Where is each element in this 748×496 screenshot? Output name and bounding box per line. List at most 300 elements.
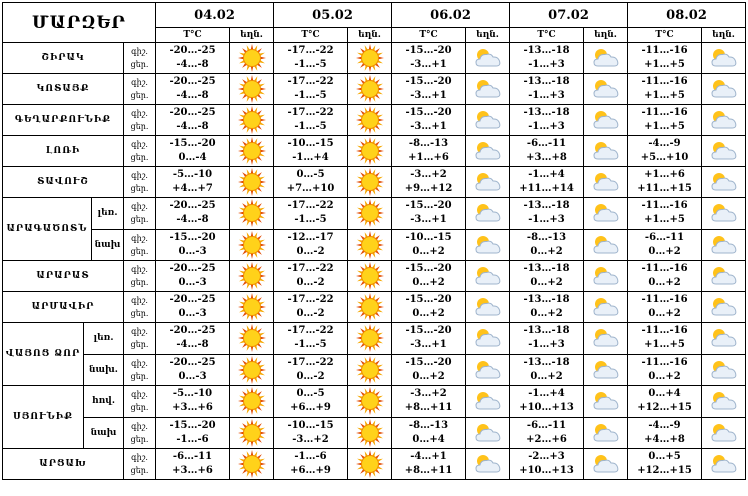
day-temperature: 0…+2: [530, 277, 563, 288]
sun-icon: [230, 167, 274, 198]
table-row: [3, 198, 746, 230]
night-temperature: -17…-22: [287, 294, 334, 305]
sun-icon: [230, 74, 274, 105]
day-temperature: +6…+9: [290, 465, 331, 476]
night-temperature: -20…-25: [169, 45, 216, 56]
partly-cloudy-icon: [584, 386, 628, 418]
region-label: ԱՐՄԱՎԻՐ: [3, 292, 124, 323]
day-temperature: 0…-2: [296, 370, 325, 382]
night-temperature: -15…-20: [405, 45, 452, 56]
temperature-cell: [392, 74, 466, 105]
temperature-cell: [628, 167, 702, 198]
temperature-subheader: T°C: [392, 28, 466, 43]
temperature-cell: [628, 136, 702, 167]
region-label: ԿՈՏԱՅՔ: [3, 74, 124, 105]
subregion-label: լեռ.: [93, 333, 114, 344]
day-temperature: +1…+5: [644, 214, 685, 226]
day-temperature: +2…+6: [526, 433, 567, 445]
partly-cloudy-icon: [466, 43, 510, 74]
sun-icon: [348, 167, 392, 198]
sun-icon: [348, 292, 392, 323]
partly-cloudy-icon: [702, 323, 746, 355]
day-temperature: 0…+2: [412, 370, 445, 382]
partly-cloudy-icon: [702, 354, 746, 386]
partly-cloudy-icon: [702, 136, 746, 167]
sun-icon: [230, 261, 274, 292]
temperature-subheader: T°C: [274, 28, 348, 43]
partly-cloudy-icon: [584, 167, 628, 198]
table-row: [3, 386, 746, 418]
night-temperature: -13…-18: [523, 45, 570, 56]
temperature-cell: [510, 292, 584, 323]
sun-icon: [230, 354, 274, 386]
temperature-cell: [392, 43, 466, 74]
temperature-cell: [392, 323, 466, 355]
partly-cloudy-icon: [466, 74, 510, 105]
day-temperature: -1…+3: [528, 121, 565, 132]
date-header: 05.02: [274, 3, 392, 28]
night-temperature: -1…+4: [528, 388, 565, 400]
table-row: [3, 74, 746, 105]
temperature-cell: [510, 43, 584, 74]
weather-subheader: եղն.: [230, 28, 274, 43]
day-temperature: -4…-8: [176, 121, 209, 132]
temperature-subheader: T°C: [510, 28, 584, 43]
subregion-label: լեռ.: [97, 208, 118, 219]
night-temperature: 0…-5: [296, 169, 325, 180]
day-temperature: +4…+8: [644, 433, 685, 445]
time-of-day-labels: [124, 261, 156, 292]
day-temperature: 0…+2: [412, 277, 445, 288]
temperature-cell: [274, 261, 348, 292]
temperature-cell: [510, 229, 584, 261]
night-label: գիշ.: [131, 296, 148, 305]
day-temperature: +3…+6: [172, 465, 213, 476]
day-temperature: -1…-5: [294, 90, 327, 101]
night-label: գիշ.: [131, 78, 148, 87]
night-temperature: -4…+1: [410, 451, 447, 462]
night-temperature: -13…-18: [523, 325, 570, 337]
night-temperature: -17…-22: [287, 107, 334, 118]
day-temperature: +3…+8: [526, 152, 567, 163]
night-temperature: -8…-13: [408, 138, 449, 149]
day-temperature: -3…+1: [410, 121, 447, 132]
night-temperature: -15…-20: [405, 325, 452, 337]
night-temperature: -3…+2: [410, 169, 447, 180]
temperature-cell: [274, 198, 348, 230]
sun-icon: [230, 449, 274, 480]
time-of-day-labels: [124, 449, 156, 480]
day-temperature: +3…+6: [172, 402, 213, 414]
weather-subheader: եղն.: [466, 28, 510, 43]
region-label: ԼՈՌԻ: [3, 136, 124, 167]
day-label: ցեր.: [130, 60, 149, 69]
sun-icon: [348, 136, 392, 167]
sun-icon: [348, 323, 392, 355]
weather-subheader: եղն.: [584, 28, 628, 43]
day-temperature: -1…+3: [528, 90, 565, 101]
day-temperature: -1…-6: [176, 433, 209, 445]
region-label: ԱՐՑԱԽ: [3, 449, 124, 480]
partly-cloudy-icon: [466, 105, 510, 136]
date-header: 06.02: [392, 3, 510, 28]
day-temperature: 0…+2: [530, 308, 563, 319]
night-label: գիշ.: [131, 421, 148, 431]
temperature-cell: [156, 386, 230, 418]
subregion-label: հով.: [92, 396, 115, 407]
temperature-cell: [628, 74, 702, 105]
night-temperature: -15…-20: [405, 356, 452, 368]
temperature-cell: [510, 386, 584, 418]
partly-cloudy-icon: [584, 323, 628, 355]
night-temperature: -15…-20: [405, 294, 452, 305]
day-temperature: +6…+9: [290, 402, 331, 414]
night-label: գիշ.: [131, 140, 148, 149]
day-temperature: +10…+13: [519, 402, 574, 414]
day-temperature: +12…+15: [637, 465, 692, 476]
partly-cloudy-icon: [702, 449, 746, 480]
night-label: գիշ.: [131, 202, 148, 212]
night-temperature: -20…-25: [169, 325, 216, 337]
partly-cloudy-icon: [702, 167, 746, 198]
partly-cloudy-icon: [702, 105, 746, 136]
night-temperature: -15…-20: [405, 263, 452, 274]
temperature-cell: [392, 261, 466, 292]
partly-cloudy-icon: [466, 449, 510, 480]
night-temperature: +1…+6: [644, 169, 685, 180]
temperature-cell: [628, 229, 702, 261]
day-temperature: +1…+5: [644, 90, 685, 101]
temperature-cell: [156, 261, 230, 292]
day-temperature: +1…+5: [644, 339, 685, 351]
day-temperature: -1…-5: [294, 121, 327, 132]
day-temperature: -4…-8: [176, 59, 209, 70]
temperature-cell: [156, 354, 230, 386]
temperature-cell: [628, 292, 702, 323]
temperature-cell: [392, 354, 466, 386]
day-temperature: +1…+6: [408, 152, 449, 163]
night-temperature: -17…-22: [287, 356, 334, 368]
temperature-cell: [274, 386, 348, 418]
night-temperature: -6…-11: [172, 451, 213, 462]
temperature-cell: [156, 323, 230, 355]
night-temperature: -20…-25: [169, 356, 216, 368]
night-temperature: -11…-16: [641, 45, 688, 56]
temperature-cell: [392, 105, 466, 136]
temperature-cell: [628, 354, 702, 386]
temperature-cell: [156, 43, 230, 74]
time-of-day-labels: [124, 386, 156, 418]
night-temperature: -11…-16: [641, 200, 688, 212]
night-temperature: -3…+2: [410, 388, 447, 400]
time-of-day-labels: [124, 43, 156, 74]
night-temperature: -12…-17: [287, 231, 334, 243]
temperature-cell: [392, 229, 466, 261]
region-label: ՎԱՅՈՑ ՁՈՐ: [3, 323, 84, 385]
table-row: [3, 449, 746, 480]
temperature-cell: [156, 105, 230, 136]
partly-cloudy-icon: [702, 198, 746, 230]
night-temperature: -6…-11: [526, 419, 567, 431]
day-temperature: 0…-2: [296, 277, 325, 288]
day-label: ցեր.: [130, 91, 149, 100]
night-temperature: -13…-18: [523, 200, 570, 212]
day-temperature: -1…+3: [528, 214, 565, 226]
day-temperature: 0…-3: [178, 277, 207, 288]
sun-icon: [348, 261, 392, 292]
night-temperature: -1…+4: [528, 169, 565, 180]
day-temperature: +1…+5: [644, 59, 685, 70]
temperature-cell: [510, 167, 584, 198]
table-row: [3, 292, 746, 323]
day-temperature: 0…+2: [412, 245, 445, 257]
night-temperature: -20…-25: [169, 107, 216, 118]
partly-cloudy-icon: [466, 261, 510, 292]
night-temperature: -20…-25: [169, 294, 216, 305]
partly-cloudy-icon: [584, 198, 628, 230]
day-temperature: 0…-3: [178, 308, 207, 319]
night-temperature: -6…-11: [526, 138, 567, 149]
temperature-cell: [392, 198, 466, 230]
temperature-cell: [510, 261, 584, 292]
temperature-cell: [274, 449, 348, 480]
day-label: ցեր.: [130, 246, 149, 256]
partly-cloudy-icon: [466, 229, 510, 261]
temperature-cell: [274, 43, 348, 74]
temperature-subheader: T°C: [628, 28, 702, 43]
day-label: ցեր.: [130, 466, 149, 475]
temperature-cell: [628, 386, 702, 418]
night-temperature: -13…-18: [523, 294, 570, 305]
night-temperature: -11…-16: [641, 294, 688, 305]
temperature-cell: [274, 354, 348, 386]
weather-subheader: եղն.: [702, 28, 746, 43]
temperature-cell: [274, 74, 348, 105]
temperature-cell: [628, 105, 702, 136]
table-row: [3, 43, 746, 74]
temperature-cell: [392, 449, 466, 480]
temperature-cell: [274, 136, 348, 167]
time-of-day-labels: [124, 417, 156, 449]
temperature-cell: [156, 198, 230, 230]
subregion-label: նախ: [92, 229, 124, 260]
partly-cloudy-icon: [702, 292, 746, 323]
night-temperature: -15…-20: [405, 200, 452, 212]
temperature-cell: [156, 292, 230, 323]
night-temperature: -17…-22: [287, 325, 334, 337]
time-of-day-labels: [124, 292, 156, 323]
day-temperature: +9…+12: [404, 183, 453, 194]
day-temperature: +4…+7: [172, 183, 213, 194]
partly-cloudy-icon: [584, 74, 628, 105]
sun-icon: [230, 43, 274, 74]
temperature-cell: [628, 43, 702, 74]
night-label: գիշ.: [131, 265, 148, 274]
time-of-day-labels: [124, 229, 156, 261]
day-temperature: +10…+13: [519, 465, 574, 476]
region-label: ԱՐԱՐԱՏ: [3, 261, 124, 292]
partly-cloudy-icon: [584, 105, 628, 136]
day-temperature: +11…+14: [519, 183, 574, 194]
day-label: ցեր.: [130, 153, 149, 162]
partly-cloudy-icon: [584, 136, 628, 167]
temperature-cell: [274, 417, 348, 449]
sun-icon: [348, 43, 392, 74]
temperature-cell: [510, 74, 584, 105]
day-temperature: -1…+3: [528, 339, 565, 351]
temperature-cell: [628, 417, 702, 449]
sun-icon: [348, 229, 392, 261]
night-temperature: -15…-20: [169, 419, 216, 431]
day-temperature: -3…+1: [410, 339, 447, 351]
partly-cloudy-icon: [584, 43, 628, 74]
table-row: [3, 167, 746, 198]
day-temperature: -1…+4: [292, 152, 329, 163]
subregion-label: նախ.: [84, 354, 124, 385]
night-temperature: -13…-18: [523, 107, 570, 118]
temperature-cell: [392, 292, 466, 323]
night-temperature: -10…-15: [287, 419, 334, 431]
partly-cloudy-icon: [702, 417, 746, 449]
region-group: [3, 323, 124, 386]
partly-cloudy-icon: [702, 386, 746, 418]
night-temperature: -17…-22: [287, 263, 334, 274]
temperature-cell: [392, 386, 466, 418]
sun-icon: [230, 229, 274, 261]
night-temperature: -11…-16: [641, 263, 688, 274]
night-temperature: -17…-22: [287, 76, 334, 87]
day-label: ցեր.: [130, 215, 149, 225]
date-header: 04.02: [156, 3, 274, 28]
temperature-cell: [156, 136, 230, 167]
time-of-day-labels: [124, 136, 156, 167]
partly-cloudy-icon: [466, 198, 510, 230]
day-temperature: -4…-8: [176, 90, 209, 101]
day-temperature: 0…+2: [412, 308, 445, 319]
date-header: 08.02: [628, 3, 746, 28]
day-temperature: -1…-5: [294, 59, 327, 70]
partly-cloudy-icon: [702, 229, 746, 261]
sun-icon: [230, 105, 274, 136]
partly-cloudy-icon: [584, 449, 628, 480]
temperature-cell: [510, 198, 584, 230]
night-temperature: -15…-20: [405, 76, 452, 87]
night-temperature: -15…-20: [405, 107, 452, 118]
temperature-cell: [510, 136, 584, 167]
night-temperature: -10…-15: [405, 231, 452, 243]
partly-cloudy-icon: [702, 74, 746, 105]
temperature-cell: [628, 449, 702, 480]
night-temperature: -1…-6: [294, 451, 327, 462]
day-temperature: +11…+15: [637, 183, 692, 194]
day-label: ցեր.: [130, 122, 149, 131]
sun-icon: [230, 292, 274, 323]
temperature-cell: [392, 167, 466, 198]
night-label: գիշ.: [131, 171, 148, 180]
temperature-cell: [510, 354, 584, 386]
temperature-cell: [156, 449, 230, 480]
day-temperature: 0…+2: [530, 370, 563, 382]
day-label: ցեր.: [130, 434, 149, 444]
day-label: ցեր.: [130, 309, 149, 318]
day-temperature: 0…-2: [296, 245, 325, 257]
night-temperature: -4…-9: [648, 138, 681, 149]
region-group: [3, 386, 124, 449]
day-temperature: -1…+3: [528, 59, 565, 70]
night-temperature: -11…-16: [641, 76, 688, 87]
sun-icon: [348, 74, 392, 105]
partly-cloudy-icon: [466, 354, 510, 386]
table-row: [3, 136, 746, 167]
day-temperature: +12…+15: [637, 402, 692, 414]
night-label: գիշ.: [131, 390, 148, 400]
temperature-cell: [274, 105, 348, 136]
night-temperature: -8…-13: [408, 419, 449, 431]
day-temperature: -4…-8: [176, 339, 209, 351]
time-of-day-labels: [124, 323, 156, 355]
day-label: ցեր.: [130, 403, 149, 413]
day-temperature: 0…-2: [296, 308, 325, 319]
time-of-day-labels: [124, 167, 156, 198]
night-temperature: -8…-13: [526, 231, 567, 243]
night-temperature: -2…+3: [528, 451, 565, 462]
temperature-cell: [274, 167, 348, 198]
night-label: գիշ.: [131, 453, 148, 462]
day-label: ցեր.: [130, 371, 149, 381]
day-temperature: 0…+4: [412, 433, 445, 445]
temperature-cell: [274, 323, 348, 355]
table-row: [3, 105, 746, 136]
night-temperature: -15…-20: [169, 231, 216, 243]
day-label: ցեր.: [130, 278, 149, 287]
partly-cloudy-icon: [584, 229, 628, 261]
sun-icon: [348, 417, 392, 449]
night-temperature: 0…+4: [648, 388, 681, 400]
temperature-cell: [510, 417, 584, 449]
partly-cloudy-icon: [584, 261, 628, 292]
night-temperature: -11…-16: [641, 107, 688, 118]
night-temperature: -13…-18: [523, 263, 570, 274]
region-column-header: ՄԱՐԶԵՐ: [3, 3, 156, 43]
partly-cloudy-icon: [466, 417, 510, 449]
partly-cloudy-icon: [466, 292, 510, 323]
sun-icon: [230, 198, 274, 230]
temperature-cell: [628, 198, 702, 230]
partly-cloudy-icon: [584, 354, 628, 386]
day-temperature: +7…+10: [286, 183, 335, 194]
night-temperature: -15…-20: [169, 138, 216, 149]
temperature-cell: [274, 292, 348, 323]
night-temperature: -10…-15: [287, 138, 334, 149]
night-temperature: -20…-25: [169, 200, 216, 212]
night-temperature: -4…-9: [648, 419, 681, 431]
day-temperature: 0…-3: [178, 370, 207, 382]
sun-icon: [348, 354, 392, 386]
forecast-table: [2, 2, 746, 480]
region-label: ՇԻՐԱԿ: [3, 43, 124, 74]
table-row: [3, 261, 746, 292]
temperature-cell: [628, 323, 702, 355]
sun-icon: [348, 449, 392, 480]
time-of-day-labels: [124, 198, 156, 230]
day-temperature: 0…-4: [178, 152, 207, 163]
temperature-cell: [510, 323, 584, 355]
night-label: գիշ.: [131, 327, 148, 337]
sun-icon: [348, 105, 392, 136]
sun-icon: [348, 198, 392, 230]
night-temperature: -13…-18: [523, 76, 570, 87]
date-header: 07.02: [510, 3, 628, 28]
